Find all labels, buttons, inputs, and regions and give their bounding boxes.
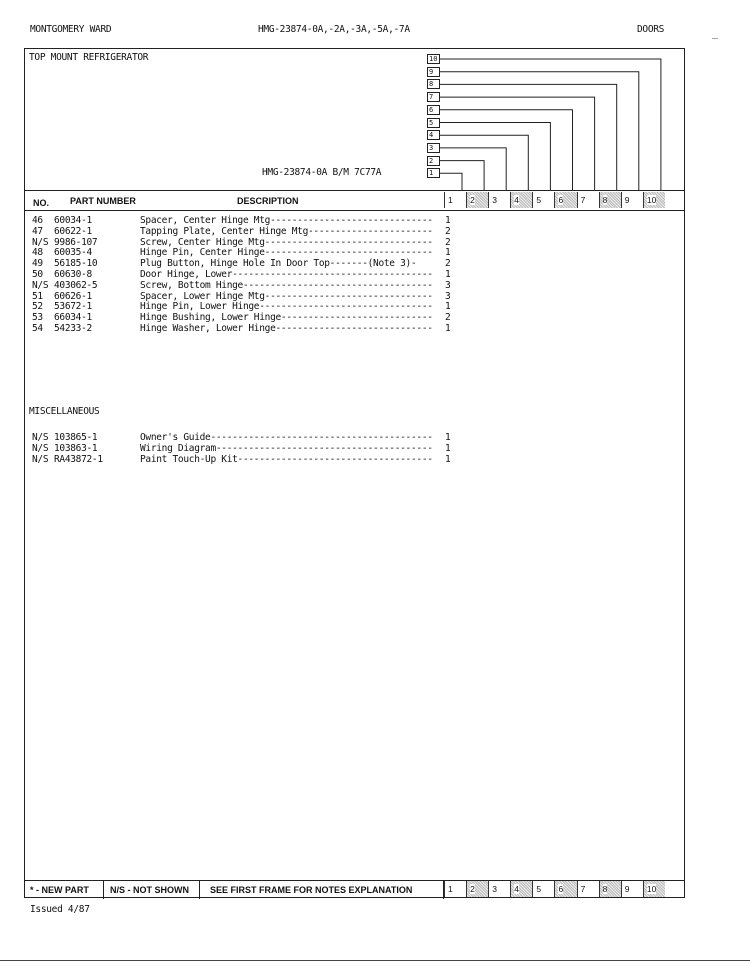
row-part: 60034-1: [54, 215, 92, 226]
model-column-6: [554, 881, 576, 897]
leader-line: [440, 173, 462, 190]
row-desc: Paint Touch-Up Kit------------------------------------: [140, 453, 433, 465]
row-part: 60630-8: [54, 269, 92, 280]
row-part: 60035-4: [54, 247, 92, 259]
row-desc: Screw, Center Hinge Mtg-------------------------------: [140, 236, 433, 248]
model-column-number: 7: [580, 195, 586, 205]
model-column-number: 9: [624, 884, 630, 894]
row-desc: Hinge Washer, Lower Hinge-----------------------------: [140, 323, 433, 334]
column-key-box: 6: [427, 105, 440, 115]
row-qty: 2: [445, 258, 451, 270]
legend-notes: SEE FIRST FRAME FOR NOTES EXPLANATION: [200, 881, 444, 899]
column-key-box: 10: [427, 54, 440, 64]
row-qty: 1: [445, 432, 451, 443]
row-no: 47: [32, 225, 43, 237]
row-part: 53672-1: [54, 301, 92, 313]
model-column-number: 8: [602, 884, 608, 894]
misc-title: MISCELLANEOUS: [29, 406, 100, 417]
model-column-number: 3: [492, 195, 497, 205]
row-qty: 1: [445, 453, 451, 465]
model-columns-footer: [444, 881, 665, 897]
header-rule-bottom: [24, 210, 685, 211]
row-no: N/S: [32, 432, 49, 443]
row-qty: 2: [445, 312, 451, 324]
model-columns-header: [444, 192, 665, 208]
row-desc: Door Hinge, Lower-------------------------------------: [140, 269, 433, 280]
diagram-title: TOP MOUNT REFRIGERATOR: [29, 52, 149, 63]
row-desc: Spacer, Lower Hinge Mtg-------------------------------: [140, 290, 433, 302]
page-bottom-rule: [0, 960, 750, 961]
column-key-box: 8: [427, 79, 440, 89]
model-column-number: 4: [514, 884, 520, 894]
row-qty: 1: [445, 442, 451, 454]
row-part: 56185-10: [54, 258, 98, 270]
row-part: 403062-5: [54, 279, 98, 291]
legend-new-part: * - NEW PART: [24, 881, 104, 899]
column-key-box: 9: [427, 67, 440, 77]
model-column-4: [510, 881, 532, 897]
header-dash: _: [712, 28, 718, 39]
row-no: 46: [32, 215, 43, 226]
row-qty: 1: [445, 301, 451, 313]
col-header-no: NO.: [33, 198, 50, 208]
row-no: 53: [32, 312, 43, 324]
model-column-10: [643, 192, 665, 208]
row-no: N/S: [32, 453, 49, 465]
row-part: 54233-2: [54, 323, 92, 334]
model-column-6: [554, 192, 576, 208]
column-key-box: 4: [427, 130, 440, 140]
row-qty: 1: [445, 269, 451, 280]
row-no: N/S: [32, 236, 49, 248]
row-qty: 3: [445, 290, 451, 302]
issued-date: Issued 4/87: [30, 904, 90, 915]
model-column-number: 2: [470, 884, 475, 894]
model-column-8: [599, 192, 621, 208]
model-column-5: [532, 881, 554, 897]
row-no: 49: [32, 258, 43, 270]
leader-line: [440, 123, 550, 191]
model-column-number: 1: [448, 195, 453, 205]
row-part: 60622-1: [54, 225, 92, 237]
column-key-box: 1: [427, 168, 440, 178]
row-desc: Screw, Bottom Hinge-----------------------------------: [140, 279, 433, 291]
model-column-9: [621, 881, 643, 897]
row-no: 51: [32, 290, 43, 302]
model-column-number: 7: [580, 884, 586, 894]
row-part: 66034-1: [54, 312, 92, 324]
row-desc: Hinge Bushing, Lower Hinge----------------------------: [140, 312, 433, 324]
model-column-number: 4: [514, 195, 520, 205]
model-column-number: 10: [646, 884, 657, 894]
row-no: 54: [32, 323, 43, 334]
model-label: HMG-23874-0A B/M 7C77A: [262, 167, 382, 178]
row-desc: Hinge Pin, Lower Hinge--------------------------------: [140, 301, 433, 313]
header-rule: [24, 190, 685, 191]
model-column-number: 8: [602, 195, 608, 205]
model-column-3: [488, 881, 510, 897]
model-column-5: [532, 192, 554, 208]
model-column-number: 6: [558, 195, 564, 205]
leader-line: [440, 72, 639, 190]
model-column-number: 3: [492, 884, 497, 894]
model-column-number: 9: [624, 195, 630, 205]
row-qty: 3: [445, 279, 451, 291]
model-column-number: 6: [558, 884, 564, 894]
row-no: 50: [32, 269, 43, 280]
col-header-part: PART NUMBER: [70, 196, 136, 206]
model-column-8: [599, 881, 621, 897]
row-desc: Plug Button, Hinge Hole In Door Top-------(Note 3)-: [140, 258, 417, 270]
model-column-number: 5: [536, 195, 542, 205]
leader-line: [440, 97, 595, 190]
row-qty: 1: [445, 323, 451, 334]
row-part: RA43872-1: [54, 453, 103, 465]
row-part: 103865-1: [54, 432, 98, 443]
model-column-1: [444, 881, 466, 897]
row-no: N/S: [32, 279, 49, 291]
model-column-7: [577, 192, 599, 208]
model-column-4: [510, 192, 532, 208]
model-column-2: [466, 881, 488, 897]
column-key-box: 3: [427, 143, 440, 153]
column-key-box: 2: [427, 156, 440, 166]
row-desc: Tapping Plate, Center Hinge Mtg-----------------------: [140, 225, 433, 237]
row-no: N/S: [32, 442, 49, 454]
column-key-box: 5: [427, 118, 440, 128]
row-qty: 1: [445, 215, 451, 226]
model-column-number: 10: [646, 195, 657, 205]
row-part: 9986-107: [54, 236, 98, 248]
model-column-10: [643, 881, 665, 897]
legend-not-shown: N/S - NOT SHOWN: [104, 881, 200, 899]
row-desc: Hinge Pin, Center Hinge-------------------------------: [140, 247, 433, 259]
col-header-description: DESCRIPTION: [237, 196, 299, 206]
model-column-1: [444, 192, 466, 208]
model-column-number: 5: [536, 884, 542, 894]
row-desc: Spacer, Center Hinge Mtg------------------------------: [140, 215, 433, 226]
model-column-number: 1: [448, 884, 453, 894]
column-key-box: 7: [427, 92, 440, 102]
column-key-leaders: [0, 0, 750, 200]
model-column-3: [488, 192, 510, 208]
leader-line: [440, 148, 506, 190]
row-qty: 1: [445, 247, 451, 259]
brand-name: MONTGOMERY WARD: [30, 24, 112, 35]
section-title: DOORS: [637, 24, 665, 35]
model-column-number: 2: [470, 195, 475, 205]
row-desc: Owner's Guide-----------------------------------------: [140, 432, 433, 443]
row-no: 48: [32, 247, 43, 259]
model-column-2: [466, 192, 488, 208]
row-desc: Wiring Diagram----------------------------------------: [140, 442, 433, 454]
row-qty: 2: [445, 236, 451, 248]
row-no: 52: [32, 301, 43, 313]
model-column-9: [621, 192, 643, 208]
row-part: 103863-1: [54, 442, 98, 454]
model-column-7: [577, 881, 599, 897]
row-part: 60626-1: [54, 290, 92, 302]
row-qty: 2: [445, 225, 451, 237]
model-range: HMG-23874-0A,-2A,-3A,-5A,-7A: [258, 24, 410, 35]
